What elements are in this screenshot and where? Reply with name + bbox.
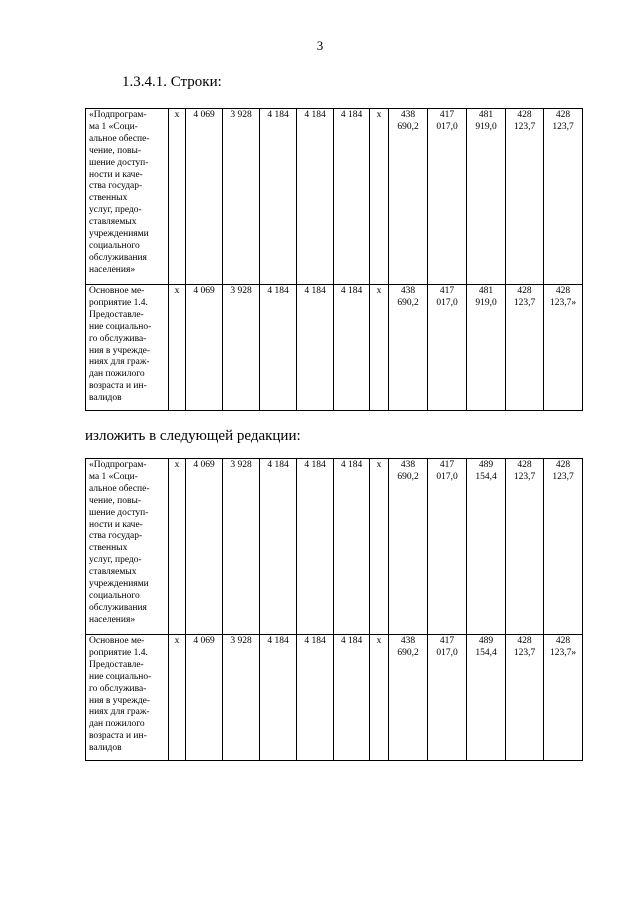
row-name-line: чение, повы- [89, 495, 141, 506]
value-cell [169, 635, 186, 761]
value-line: 4 184 [304, 636, 326, 646]
value-line: 690,2 [397, 297, 419, 308]
value-cell [186, 109, 223, 285]
value-cell [186, 459, 223, 635]
value-cell [186, 635, 223, 761]
value-cell [297, 459, 334, 635]
row-name-line: ниях для граж- [89, 707, 150, 718]
value-line: 017,0 [436, 297, 458, 308]
value-line: 4 184 [304, 286, 326, 296]
value-cell [260, 459, 297, 635]
value-cell [370, 635, 389, 761]
row-name-cell [86, 459, 169, 635]
value-line: 123,7 [552, 471, 574, 482]
row-name-line: ние социально- [89, 321, 152, 332]
value-line: 4 184 [340, 286, 363, 296]
value-line: 123,7» [549, 297, 577, 308]
row-name-line: ния в учрежде- [89, 345, 151, 356]
value-line: 017,0 [436, 647, 458, 658]
value-line: x [174, 286, 180, 296]
value-cell [223, 459, 260, 635]
row-name-line: альное обеспе- [89, 133, 150, 144]
value-line: 3 928 [230, 286, 252, 296]
value-line: 489 [478, 636, 494, 646]
value-line: 417 [439, 286, 455, 296]
value-cell [428, 109, 467, 285]
value-line: 017,0 [436, 471, 458, 482]
value-line: 428 [517, 286, 532, 296]
value-line: 4 184 [304, 460, 326, 470]
value-cell [467, 459, 506, 635]
row-name-line: Предоставле- [89, 659, 144, 670]
instruction-text: изложить в следующей редакции: [85, 428, 301, 444]
row-name-line: чение, повы- [89, 145, 141, 156]
row-name-line: валидов [89, 393, 122, 404]
row-name-line: ственных [89, 193, 128, 204]
table-before [85, 108, 583, 411]
row-name-line: «Подпрограм- [89, 460, 147, 470]
value-cell [544, 285, 583, 411]
row-name-line: дан пожилого [89, 369, 145, 380]
row-name-line: ния в учрежде- [89, 695, 151, 706]
value-cell [334, 109, 370, 285]
value-cell [370, 109, 389, 285]
value-line: 919,0 [475, 121, 497, 132]
row-name-line: роприятие 1.4. [89, 647, 148, 658]
value-line: 428 [555, 286, 571, 296]
value-line: 690,2 [397, 471, 419, 482]
value-cell [467, 285, 506, 411]
value-cell [260, 109, 297, 285]
value-line: x [174, 460, 180, 470]
value-cell [544, 459, 583, 635]
row-name-cell [86, 635, 169, 761]
value-line: 690,2 [397, 647, 419, 658]
row-name-line: учреждениями [89, 229, 149, 240]
row-name-line: учреждениями [89, 579, 149, 590]
value-line: 4 184 [267, 286, 289, 296]
value-line: 123,7 [513, 121, 536, 132]
row-name-line: «Подпрограм- [89, 110, 147, 120]
value-line: 4 184 [340, 110, 363, 120]
row-name-line: альное обеспе- [89, 483, 150, 494]
row-name-line: ниях для граж- [89, 357, 150, 368]
row-name-line: ности и каче- [89, 169, 143, 180]
row-name-line: шение доступ- [89, 507, 149, 518]
value-line: 4 069 [193, 636, 215, 646]
row-name-line: возраста и ин- [89, 381, 147, 392]
value-line: 154,4 [475, 647, 497, 658]
value-line: 428 [517, 110, 532, 120]
value-cell [297, 285, 334, 411]
section-heading: 1.3.4.1. Строки: [122, 74, 222, 90]
value-cell [334, 459, 370, 635]
value-line: 3 928 [230, 460, 252, 470]
value-line: 481 [478, 110, 494, 120]
row-name-line: ства государ- [89, 531, 143, 542]
value-line: x [174, 110, 180, 120]
row-name-line: социального [89, 240, 140, 251]
value-cell [428, 285, 467, 411]
row-name-cell [86, 109, 169, 285]
value-cell [506, 109, 544, 285]
table-row [86, 109, 583, 285]
value-cell [389, 109, 428, 285]
value-line: 123,7 [552, 121, 574, 132]
value-cell [334, 635, 370, 761]
value-line: 4 184 [340, 636, 363, 646]
value-cell [428, 635, 467, 761]
value-line: 428 [555, 636, 571, 646]
value-line: 3 928 [230, 636, 252, 646]
row-name-line: ма 1 «Соци- [89, 471, 138, 482]
value-line: 123,7 [513, 647, 536, 658]
value-line: 4 184 [304, 110, 326, 120]
value-line: 438 [400, 286, 416, 296]
value-line: 4 069 [193, 110, 215, 120]
value-line: 438 [400, 110, 416, 120]
table-row [86, 459, 583, 635]
value-line: 4 069 [193, 286, 215, 296]
row-name-line: ма 1 «Соци- [89, 121, 138, 132]
value-cell [334, 285, 370, 411]
page-number: 3 [316, 38, 324, 53]
value-line: 919,0 [475, 297, 497, 308]
row-name-line: шение доступ- [89, 157, 149, 168]
row-name-line: возраста и ин- [89, 731, 147, 742]
value-cell [297, 635, 334, 761]
value-cell [169, 459, 186, 635]
row-name-line: Основное ме- [89, 636, 145, 646]
row-name-line: Основное ме- [89, 286, 145, 296]
value-cell [223, 635, 260, 761]
value-line: 4 184 [267, 636, 289, 646]
value-cell [506, 285, 544, 411]
value-cell [169, 285, 186, 411]
row-name-cell [86, 285, 169, 411]
row-name-line: обслуживания [89, 602, 147, 613]
row-name-line: ставляемых [89, 567, 137, 578]
row-name-line: услуг, предо- [89, 205, 142, 216]
value-line: 438 [400, 460, 416, 470]
value-cell [370, 285, 389, 411]
value-cell [370, 459, 389, 635]
value-cell [297, 109, 334, 285]
value-cell [223, 109, 260, 285]
value-line: 3 928 [230, 110, 252, 120]
value-line: x [174, 636, 180, 646]
value-line: 428 [555, 110, 571, 120]
value-line: 4 069 [193, 460, 215, 470]
value-cell [389, 285, 428, 411]
row-name-line: социального [89, 590, 140, 601]
row-name-line: населения» [89, 614, 136, 625]
row-name-line: го обслужива- [89, 333, 147, 344]
value-line: 123,7 [513, 471, 536, 482]
row-name-line: го обслужива- [89, 683, 147, 694]
value-line: x [376, 110, 382, 120]
value-line: x [376, 460, 382, 470]
value-line: 438 [400, 636, 416, 646]
value-line: 481 [478, 286, 494, 296]
value-cell [186, 285, 223, 411]
value-cell [467, 635, 506, 761]
value-line: 4 184 [267, 460, 289, 470]
value-cell [544, 109, 583, 285]
row-name-line: ние социально- [89, 671, 152, 682]
value-line: 017,0 [436, 121, 458, 132]
value-line: 690,2 [397, 121, 419, 132]
value-line: 428 [517, 460, 532, 470]
value-cell [389, 635, 428, 761]
row-name-line: услуг, предо- [89, 555, 142, 566]
value-line: x [376, 286, 382, 296]
value-cell [544, 635, 583, 761]
value-cell [428, 459, 467, 635]
row-name-line: ставляемых [89, 217, 137, 228]
value-line: 489 [478, 460, 494, 470]
row-name-line: валидов [89, 743, 122, 754]
value-cell [169, 109, 186, 285]
value-cell [260, 635, 297, 761]
value-line: 417 [439, 460, 455, 470]
value-line: 428 [555, 460, 571, 470]
row-name-line: населения» [89, 264, 136, 275]
value-line: 123,7 [513, 297, 536, 308]
value-cell [506, 459, 544, 635]
row-name-line: роприятие 1.4. [89, 297, 148, 308]
row-name-line: ства государ- [89, 181, 143, 192]
table-row [86, 285, 583, 411]
value-cell [506, 635, 544, 761]
value-line: 417 [439, 110, 455, 120]
table-row [86, 635, 583, 761]
row-name-line: ности и каче- [89, 519, 143, 530]
value-line: 417 [439, 636, 455, 646]
value-cell [223, 285, 260, 411]
table-after [85, 458, 583, 761]
row-name-line: Предоставле- [89, 309, 144, 320]
row-name-line: обслуживания [89, 252, 147, 263]
value-line: 154,4 [475, 471, 497, 482]
value-cell [260, 285, 297, 411]
row-name-line: дан пожилого [89, 719, 145, 730]
value-line: x [376, 636, 382, 646]
row-name-line: ственных [89, 543, 128, 554]
value-line: 4 184 [267, 110, 289, 120]
value-cell [389, 459, 428, 635]
value-line: 428 [517, 636, 532, 646]
value-line: 4 184 [340, 460, 363, 470]
value-line: 123,7» [549, 647, 577, 658]
value-cell [467, 109, 506, 285]
